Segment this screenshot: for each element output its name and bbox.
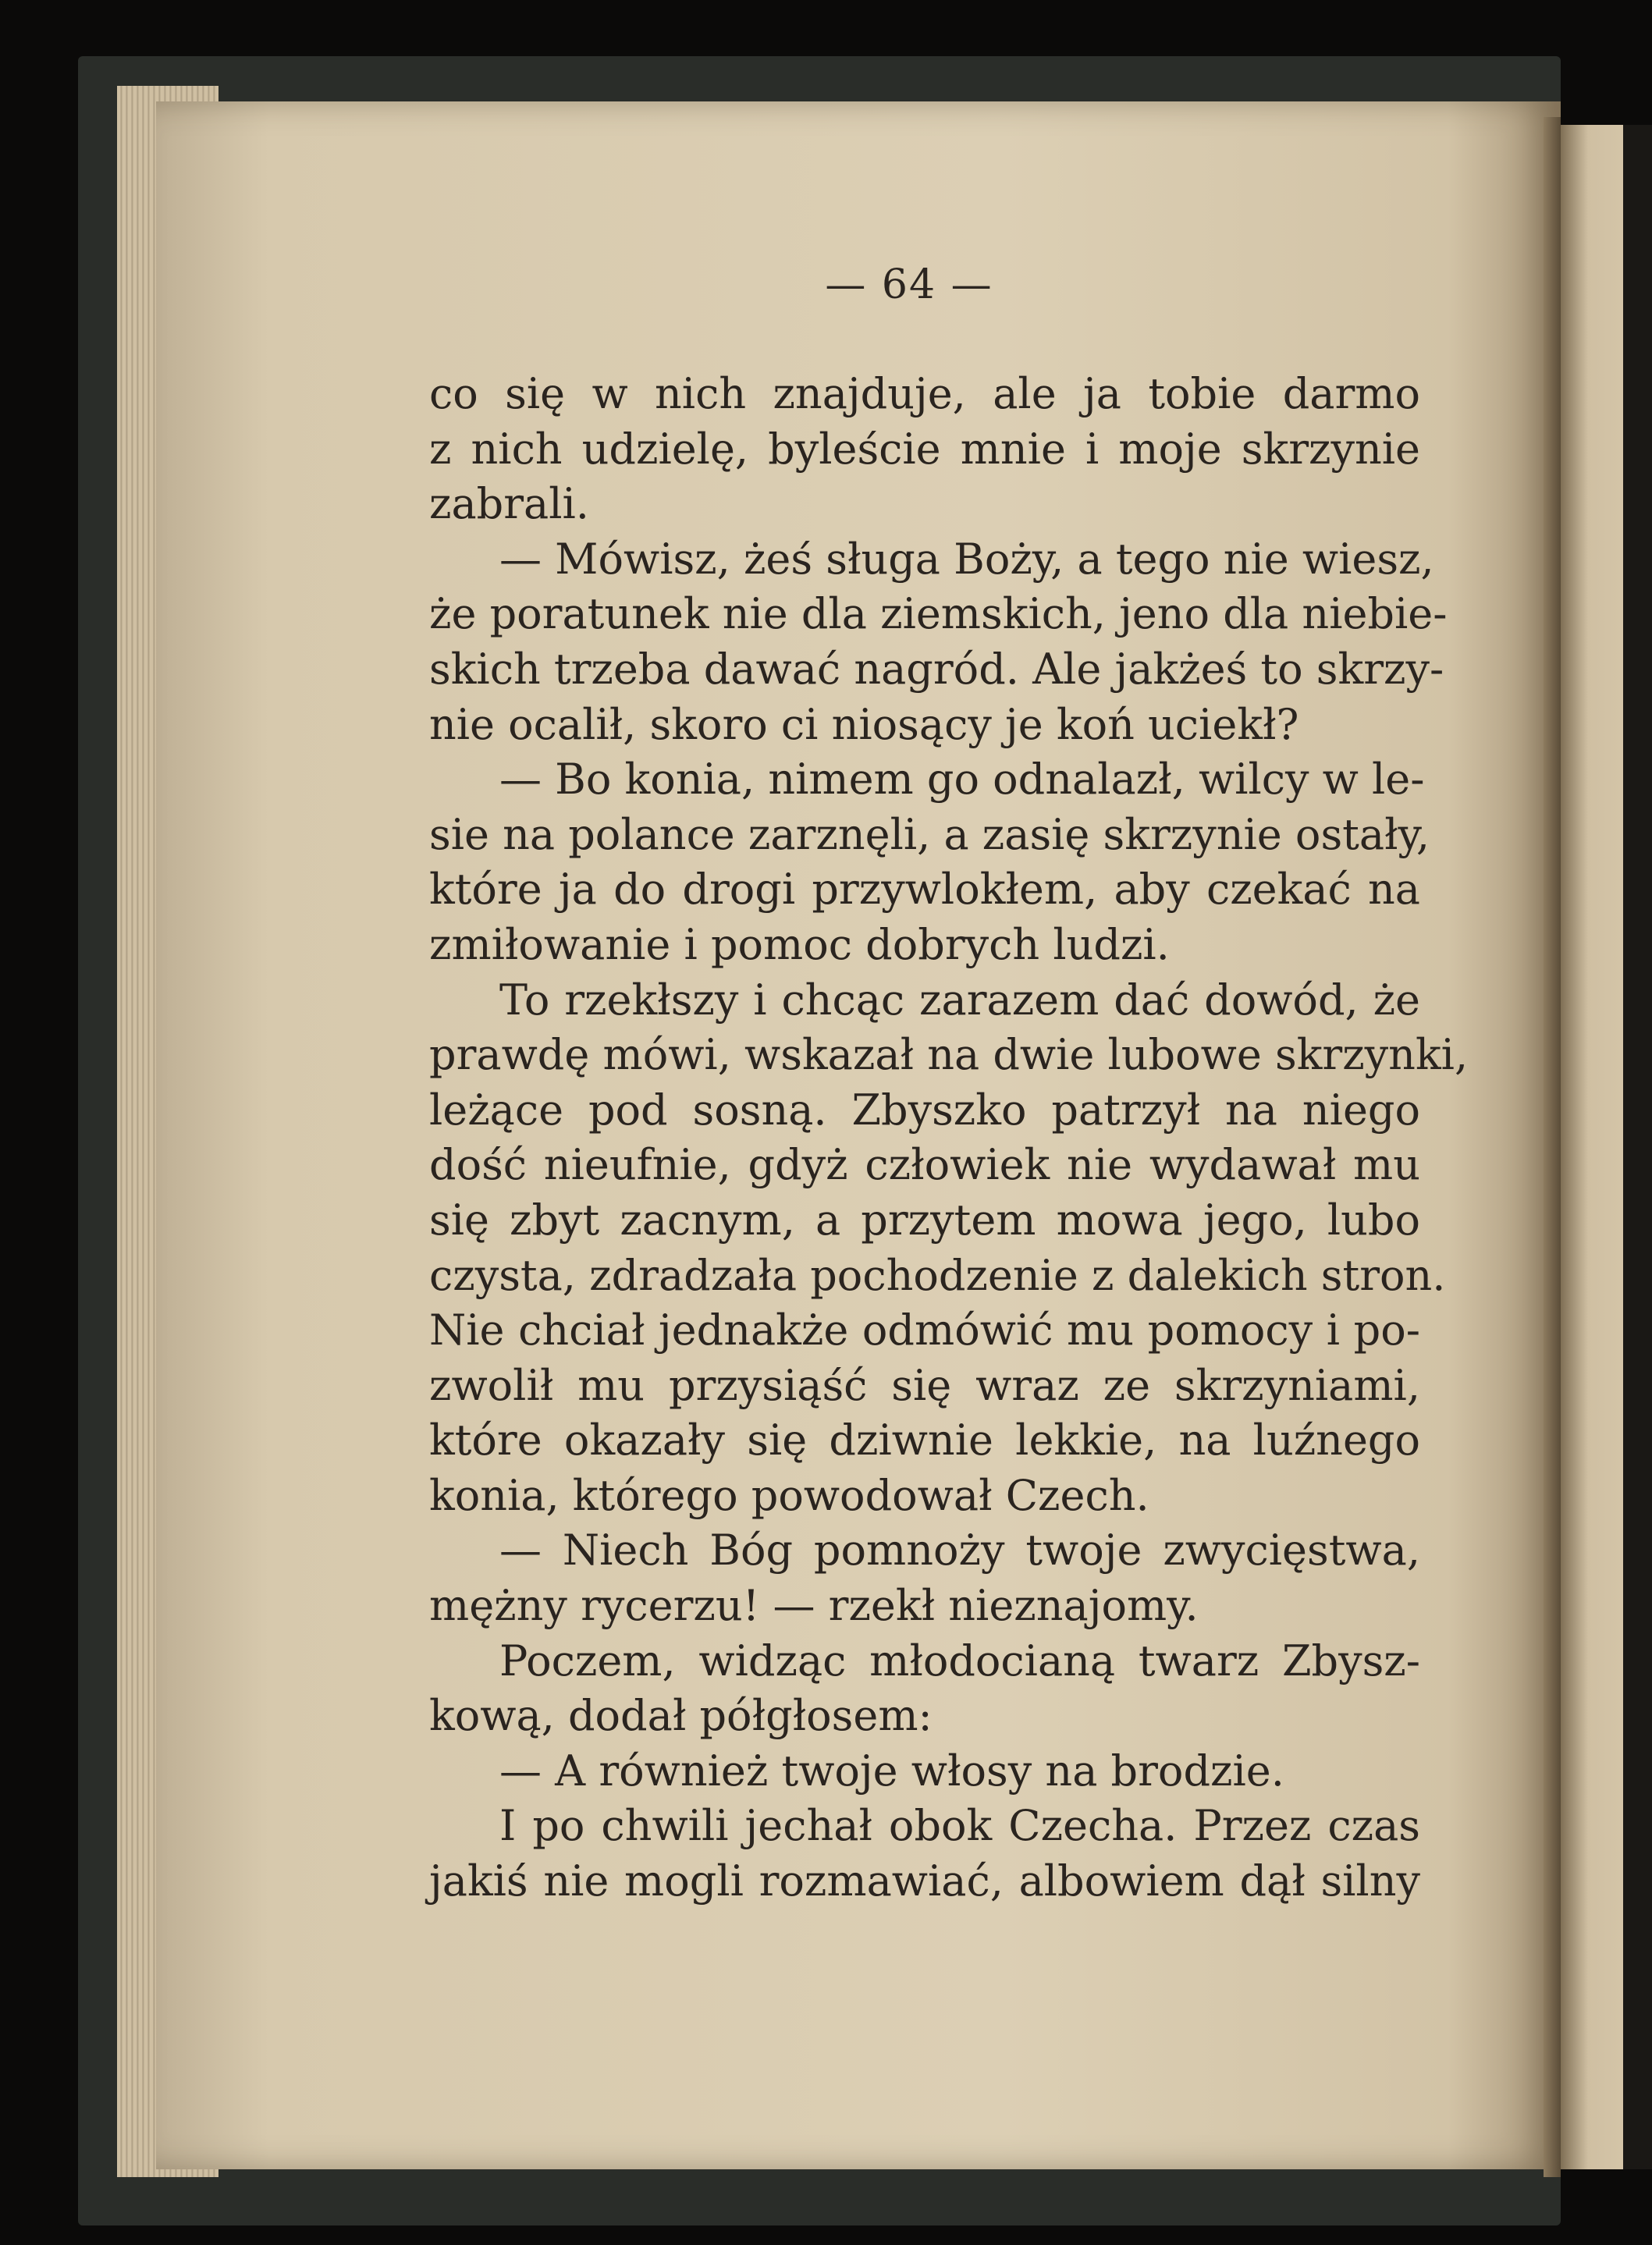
text-line: że poratunek nie dla ziemskich, jeno dla niebie- (429, 589, 1448, 639)
text-line: Poczem, widząc młodocianą twarz Zbysz- (499, 1636, 1420, 1686)
text-line: mężny rycerzu! — rzekł nieznajomy. (429, 1581, 1199, 1631)
body-text (429, 367, 1469, 1909)
text-line: zmiłowanie i pomoc dobrych ludzi. (429, 919, 1170, 969)
text-line: I po chwili jechał obok Czecha. Przez czas (499, 1801, 1420, 1851)
text-line: co się w nich znajduje, ale ja tobie darmo (429, 369, 1420, 418)
text-line: sie na polance zarznęli, a zasię skrzynie ostały, (429, 809, 1430, 859)
text-line: które okazały się dziwnie lekkie, na luźnego (429, 1416, 1420, 1465)
text-line: skich trzeba dawać nagród. Ale jakżeś to skrzy- (429, 644, 1444, 694)
text-line: czysta, zdradzała pochodzenie z dalekich stron. (429, 1250, 1446, 1300)
text-line: prawdę mówi, wskazał na dwie lubowe skrzynki, (429, 1030, 1469, 1080)
page-number: — 64 — (825, 261, 993, 308)
text-line: z nich udzielę, byleście mnie i moje skrzynie (429, 424, 1420, 474)
text-line: kową, dodał półgłosem: (429, 1691, 933, 1741)
text-line: — Bo konia, nimem go odnalazł, wilcy w le- (499, 755, 1425, 805)
text-line: dość nieufnie, gdyż człowiek nie wydawał mu (429, 1140, 1420, 1190)
text-line: się zbyt zacnym, a przytem mowa jego, lubo (429, 1195, 1420, 1245)
text-line: zabrali. (429, 479, 589, 529)
text-line: zwolił mu przysiąść się wraz ze skrzyniami, (429, 1360, 1420, 1410)
text-line: Nie chciał jednakże odmówić mu pomocy i po- (429, 1305, 1420, 1355)
adjacent-page-edge (1623, 125, 1652, 2169)
text-line: — Niech Bóg pomnoży twoje zwycięstwa, (499, 1526, 1420, 1575)
text-line: nie ocalił, skoro ci niosący je koń uciekł? (429, 699, 1299, 749)
text-line: które ja do drogi przywlokłem, aby czekać na (429, 865, 1420, 915)
text-line: To rzekłszy i chcąc zarazem dać dowód, że (499, 975, 1420, 1025)
text-line: jakiś nie mogli rozmawiać, albowiem dął silny (429, 1856, 1420, 1906)
text-line: leżące pod sosną. Zbyszko patrzył na niego (429, 1085, 1420, 1135)
text-line: — A również twoje włosy na brodzie. (499, 1746, 1284, 1796)
book-gutter (1544, 117, 1561, 2177)
text-line: — Mówisz, żeś sługa Boży, a tego nie wiesz, (499, 534, 1434, 584)
text-line: konia, którego powodował Czech. (429, 1470, 1149, 1520)
